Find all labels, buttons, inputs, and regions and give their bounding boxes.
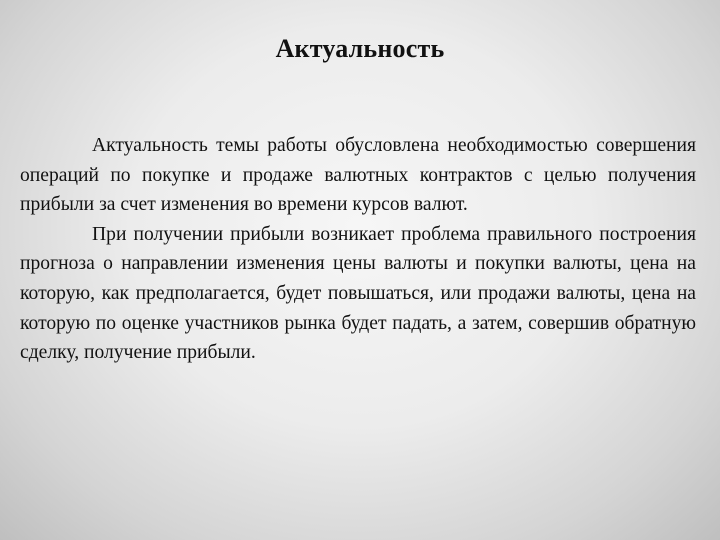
paragraph-problem: При получении прибыли возникает проблема правильного построения прогноза о направлении изменения цены валюты и покупки валюты, цена на которую, как предполагается, будет повышаться, или продажи валюты, цена на которую по оценке участников рынка будет падать, а затем, совершив обратную сделку, получение прибыли. [20, 223, 696, 364]
slide-body [20, 131, 696, 368]
paragraph-relevance: Актуальность темы работы обусловлена необходимостью совершения операций по покупке и продаже валютных контрактов с целью получения прибыли за счет изменения во времени курсов валют. [20, 135, 696, 216]
slide-title: Актуальность [275, 34, 445, 63]
